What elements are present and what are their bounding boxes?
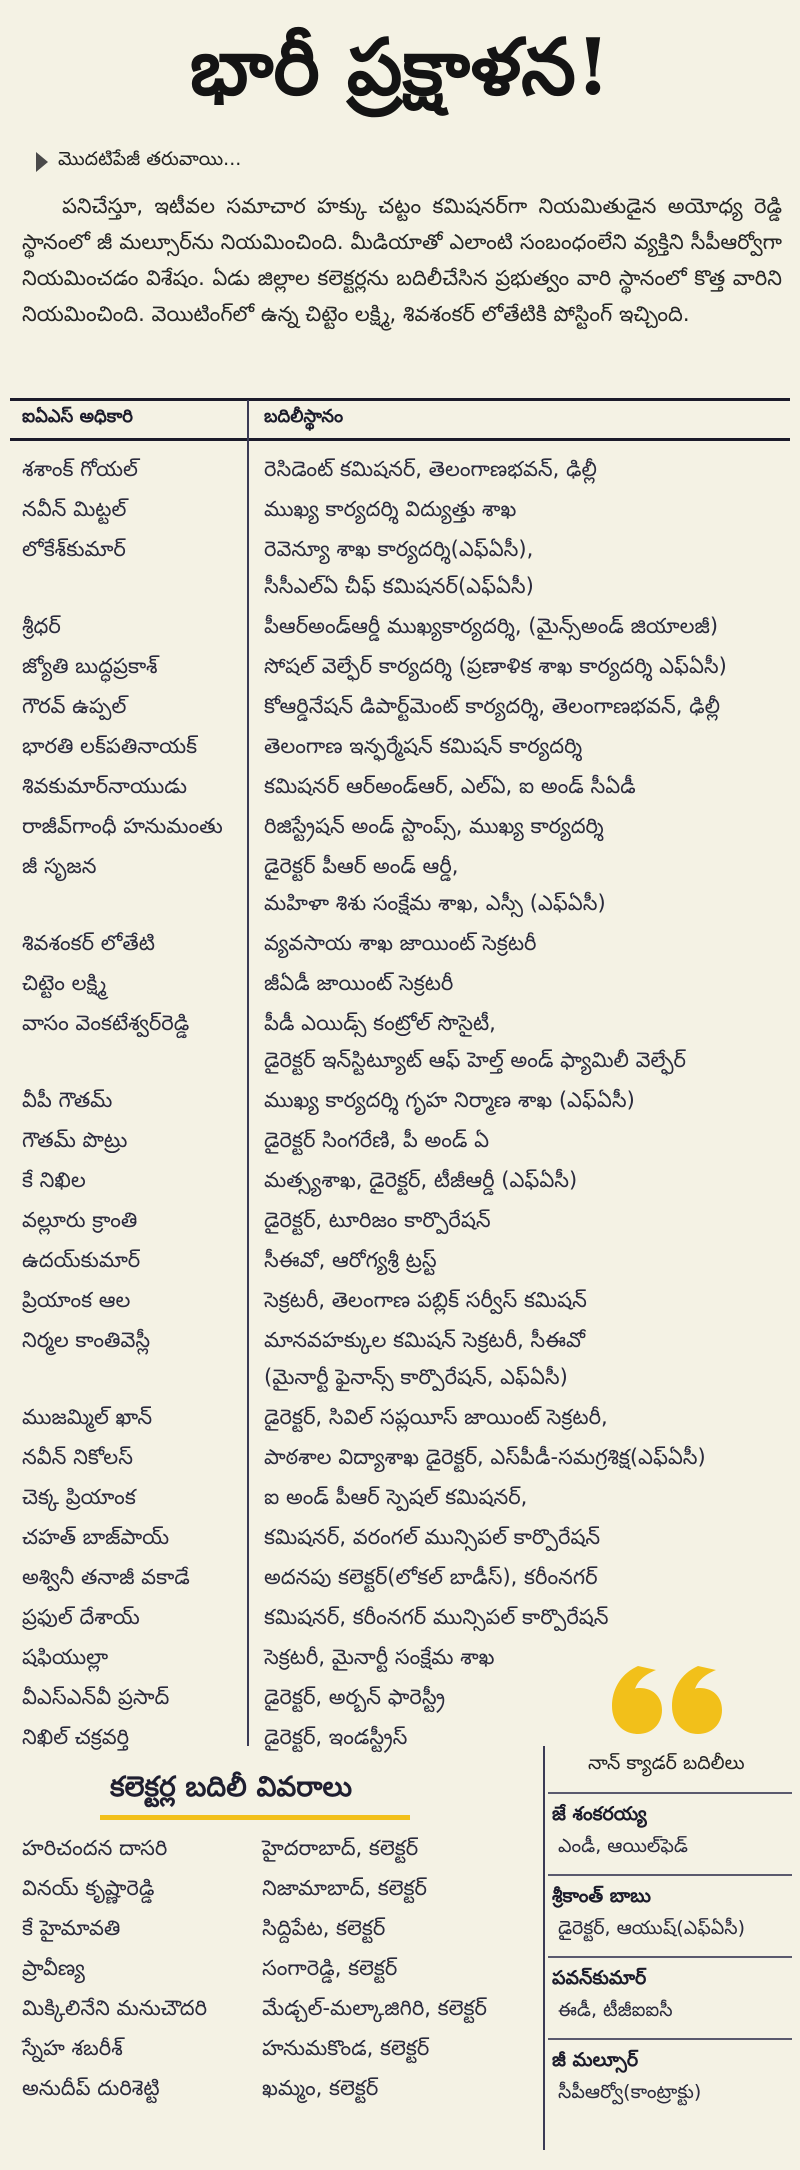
non-cadre-title: నాన్ క్యాడర్ బదిలీలు [588,1752,745,1774]
collector-name: ప్రావీణ్య [22,1956,85,1980]
non-cadre-rule [548,2038,792,2040]
non-cadre-role: డైరెక్టర్, ఆయుష్(ఎఫ్ఏసీ) [558,1917,745,1939]
posting-line: మత్స్యశాఖ, డైరెక్టర్, టీజీఆర్డీ (ఎఫ్ఏసీ) [264,1168,578,1192]
officer-name: లోకేశ్‌కుమార్ [22,537,126,561]
quote-mark-icon [608,1660,728,1738]
posting-cell [264,1599,794,1636]
headline: భారీ ప్రక్షాళన! [189,22,611,113]
table-header [0,398,800,438]
officer-name: శ్రీధర్ [22,614,61,638]
posting-line: మహిళా శిశు సంక్షేమ శాఖ, ఎస్సీ (ఎఫ్ఏసీ) [264,891,606,915]
collector-district: హనుమకొండ, కలెక్టర్ [262,2036,430,2060]
officer-name: వల్లూరు క్రాంతి [22,1208,138,1232]
header-posting: బదిలీస్థానం [264,406,344,427]
posting-line: పాఠశాల విద్యాశాఖ డైరెక్టర్, ఎస్‌పీడీ-సమగ్రశిక్ష(ఎఫ్ఏసీ) [264,1445,706,1469]
collectors-title-underline [100,1815,410,1820]
officer-name: నిర్మల కాంతివెస్లీ [22,1328,151,1352]
collector-row [0,1952,540,1992]
officer-name: నవీన్ నికోలస్ [22,1445,133,1469]
table-row [0,1519,800,1559]
posting-line: కమిషనర్, వరంగల్ మున్సిపల్ కార్పొరేషన్ [264,1525,601,1549]
collectors-title: కలెక్టర్ల బదిలీ వివరాలు [110,1770,353,1803]
posting-line: సీసీఎల్ఏ చీఫ్ కమిషనర్(ఎఫ్ఏసీ) [264,574,534,598]
posting-line: అదనపు కలెక్టర్(లోకల్ బాడీస్), కరీంనగర్ [264,1565,598,1589]
chevron-right-icon [36,152,48,172]
non-cadre-rule [548,1956,792,1958]
posting-cell [264,1282,794,1319]
posting-cell [264,491,794,528]
collector-row [0,1912,540,1952]
table-row [0,1005,800,1082]
table-row [0,1399,800,1439]
collector-name: వినయ్ కృష్ణారెడ్డి [22,1876,155,1900]
posting-cell [264,451,794,488]
non-cadre-name: జే శంకరయ్య [552,1803,647,1825]
posting-line: రిజిస్ట్రేషన్ అండ్ స్టాంప్స్, ముఖ్య కార్యదర్శి [264,814,604,838]
posting-line: డైరెక్టర్, సివిల్ సప్లయీస్ జాయింట్ సెక్రటరీ, [264,1405,608,1429]
posting-cell [264,608,794,645]
posting-line: డైరెక్టర్, ఇండస్ట్రీస్ [264,1725,408,1749]
non-cadre-item [552,2044,792,2108]
table-row [0,1202,800,1242]
table-row [0,1599,800,1639]
collector-name: స్నేహ శబరీశ్ [22,2036,123,2060]
posting-line: డైరెక్టర్, అర్బన్ ఫారెస్ట్రీ [264,1685,446,1709]
non-cadre-name: పవన్‌కుమార్ [552,1967,647,1989]
officer-name: నవీన్ మిట్టల్ [22,497,127,521]
non-cadre-item [552,1880,792,1944]
posting-cell [264,965,794,1002]
officer-name: జ్యోతి బుద్ధప్రకాశ్ [22,654,158,678]
officer-name: శివకుమార్‌నాయుడు [22,774,188,798]
collector-row [0,1872,540,1912]
posting-cell [264,1519,794,1556]
collector-name: కే హైమావతి [22,1916,121,1940]
posting-cell [264,1082,794,1119]
posting-cell [264,728,794,765]
collector-row [0,2032,540,2072]
table-row [0,1322,800,1399]
officer-name: నిఖిల్ చక్రవర్తి [22,1725,130,1749]
officer-name: ముజమ్మిల్ ఖాన్ [22,1405,153,1429]
non-cadre-item [552,1962,792,2026]
non-cadre-rule [548,1792,792,1794]
table-row [0,1082,800,1122]
collector-row [0,1832,540,1872]
continuation-marker [36,148,241,175]
posting-line: సెక్రటరీ, తెలంగాణ పబ్లిక్ సర్వీస్ కమిషన్ [264,1288,587,1312]
table-row [0,925,800,965]
table-row [0,1122,800,1162]
table-row [0,1282,800,1322]
posting-line: కమిషనర్ ఆర్అండ్ఆర్, ఎల్ఏ, ఐ అండ్ సీఏడీ [264,774,636,798]
posting-line: పీఆర్అండ్ఆర్డీ ముఖ్యకార్యదర్శి, (మైన్స్అండ్ జియాలజీ) [264,614,719,638]
posting-line: మానవహక్కుల కమిషన్ సెక్రటరీ, సీఈవో [264,1328,586,1352]
posting-line: రెసిడెంట్ కమిషనర్, తెలంగాణభవన్, ఢిల్లీ [264,457,597,481]
officer-name: ఉదయ్‌కుమార్ [22,1248,141,1272]
collector-name: అనుదీప్ దురిశెట్టి [22,2076,160,2100]
posting-cell [264,1162,794,1199]
table-row [0,1242,800,1282]
officer-name: ప్రియాంక ఆల [22,1288,131,1312]
posting-line: కోఆర్డినేషన్ డిపార్ట్‌మెంట్ కార్యదర్శి, తెలంగాణభవన్, ఢిల్లీ [264,694,720,718]
posting-cell [264,1559,794,1596]
officer-name: ప్రఫుల్ దేశాయ్ [22,1605,140,1629]
posting-cell [264,688,794,725]
posting-line: కమిషనర్, కరీంనగర్ మున్సిపల్ కార్పొరేషన్ [264,1605,609,1629]
collector-district: సంగారెడ్డి, కలెక్టర్ [262,1956,398,1980]
table-row [0,451,800,491]
collectors-list [0,1832,540,2112]
continuation-text: మొదటిపేజీ తరువాయి... [58,148,242,170]
posting-line: సెక్రటరీ, మైనార్టీ సంక్షేమ శాఖ [264,1645,495,1669]
collector-name: హరిచందన దాసరి [22,1836,168,1860]
posting-line: డైరెక్టర్ సింగరేణి, పీ అండ్ ఏ [264,1128,490,1152]
posting-line: (మైనార్టీ ఫైనాన్స్ కార్పొరేషన్, ఎఫ్ఏసీ) [264,1365,568,1389]
non-cadre-name: జీ మల్సూర్ [552,2049,639,2071]
table-row [0,688,800,728]
posting-line: ఐ అండ్ పీఆర్ స్పెషల్ కమిషనర్, [264,1485,528,1509]
posting-cell [264,1399,794,1436]
table-row [0,1559,800,1599]
officer-name: రాజీవ్‌గాంధీ హనుమంతు [22,814,223,838]
collector-district: ఖమ్మం, కలెక్టర్ [262,2076,379,2100]
officer-name: చహత్ బాజ్‌పాయ్ [22,1525,170,1549]
collector-row [0,2072,540,2112]
non-cadre-rule [548,1874,792,1876]
posting-line: తెలంగాణ ఇన్ఫర్మేషన్ కమిషన్ కార్యదర్శి [264,734,583,758]
collector-district: హైదరాబాద్, కలెక్టర్ [262,1836,419,1860]
posting-cell [264,1202,794,1239]
officer-name: అశ్వినీ తనాజీ వకాడే [22,1565,190,1589]
non-cadre-item [552,1798,792,1862]
officer-name: వాసం వెంకటేశ్వర్‌రెడ్డి [22,1011,190,1035]
posting-line: డైరెక్టర్ ఇన్‌స్టిట్యూట్ ఆఫ్ హెల్త్ అండ్ ఫ్యామిలీ వెల్ఫేర్ [264,1048,686,1072]
posting-cell [264,1439,794,1476]
table-row [0,808,800,848]
table-row [0,648,800,688]
table-header-rule [10,438,790,441]
table-row [0,768,800,808]
posting-line: ముఖ్య కార్యదర్శి విద్యుత్తు శాఖ [264,497,517,521]
officer-name: గౌతమ్ పొట్రు [22,1128,128,1152]
posting-cell [264,1122,794,1159]
lead-paragraph: పనిచేస్తూ, ఇటీవల సమాచార హక్కు చట్టం కమిషనర్‌గా నియమితుడైన అయోధ్య రెడ్డి స్థానంలో జీ మల్సూర్‌ను నియమించింది. మీడియాతో ఎలాంటి సంబంధంలేని వ్యక్తిని సీపీఆర్వోగా నియమించడం విశేషం. ఏడు జిల్లాల కలెక్టర్లను బదిలీచేసిన ప్రభుత్వం వారి స్థానంలో కొత్త వారిని నియమించింది. వెయిటింగ్‌లో ఉన్న చిట్టెం లక్ష్మి, శివశంకర్ లోతేటికి పోస్టింగ్ ఇచ్చింది. [22,194,782,326]
non-cadre-name: శ్రీకాంత్ బాబు [552,1885,651,1907]
officer-name: భారతి లక్‌పతినాయక్ [22,734,198,758]
sidebar-divider [543,1746,545,2150]
officer-name: గౌరవ్ ఉప్పల్ [22,694,127,718]
posting-cell [264,1005,794,1079]
header-officer: ఐఏఎస్ అధికారి [22,406,133,427]
posting-cell [264,1242,794,1279]
table-row [0,608,800,648]
posting-cell [264,1479,794,1516]
posting-line: డైరెక్టర్ పీఆర్ అండ్ ఆర్డీ, [264,854,459,878]
table-row [0,965,800,1005]
collector-row [0,1992,540,2032]
collector-district: సిద్దిపేట, కలెక్టర్ [262,1916,386,1940]
posting-cell [264,808,794,845]
table-row [0,1439,800,1479]
posting-line: ముఖ్య కార్యదర్శి గృహ నిర్మాణ శాఖ (ఎఫ్ఏసీ) [264,1088,635,1112]
posting-cell [264,768,794,805]
posting-line: వ్యవసాయ శాఖ జాయింట్ సెక్రటరీ [264,931,537,955]
officer-name: జీ సృజన [22,854,97,878]
officer-name: శశాంక్ గోయల్ [22,457,138,481]
posting-line: రెవెన్యూ శాఖ కార్యదర్శి(ఎఫ్ఏసీ), [264,537,534,561]
table-row [0,728,800,768]
posting-line: సీఈవో, ఆరోగ్యశ్రీ ట్రస్ట్ [264,1248,437,1272]
non-cadre-role: ఈడీ, టీజీఐఐసీ [558,1999,673,2021]
table-row [0,1162,800,1202]
posting-line: పీడీ ఎయిడ్స్ కంట్రోల్ సొసైటీ, [264,1011,496,1035]
officer-name: వీఎస్ఎన్‌వీ ప్రసాద్ [22,1685,170,1709]
table-row [0,531,800,608]
officer-name: కే నిఖిల [22,1168,86,1192]
non-cadre-role: సీపీఆర్వో(కాంట్రాక్టు) [558,2081,702,2103]
posting-cell [264,848,794,922]
posting-cell [264,531,794,605]
officer-name: చెక్క ప్రియాంక [22,1485,136,1509]
collector-district: మేడ్చల్-మల్కాజిగిరి, కలెక్టర్ [262,1996,487,2020]
collector-name: మిక్కిలినేని మనుచౌదరి [22,1996,208,2020]
officer-name: వీపీ గౌతమ్ [22,1088,113,1112]
posting-line: జీఏడీ జాయింట్ సెక్రటరీ [264,971,454,995]
posting-cell [264,648,794,685]
officer-name: చిట్టెం లక్ష్మి [22,971,107,995]
table-row [0,1479,800,1519]
table-row [0,848,800,925]
transfer-table-body [0,451,800,1759]
non-cadre-role: ఎండీ, ఆయిల్‌ఫెడ్ [558,1835,688,1857]
table-row [0,491,800,531]
collector-district: నిజామాబాద్, కలెక్టర్ [262,1876,427,1900]
officer-name: షఫియుల్లా [22,1645,109,1669]
posting-cell [264,925,794,962]
posting-line: డైరెక్టర్, టూరిజం కార్పొరేషన్ [264,1208,491,1232]
officer-name: శివశంకర్ లోతేటి [22,931,155,955]
posting-cell [264,1322,794,1396]
posting-line: సోషల్ వెల్ఫేర్ కార్యదర్శి (ప్రణాళిక శాఖ కార్యదర్శి ఎఫ్ఏసీ) [264,654,727,678]
